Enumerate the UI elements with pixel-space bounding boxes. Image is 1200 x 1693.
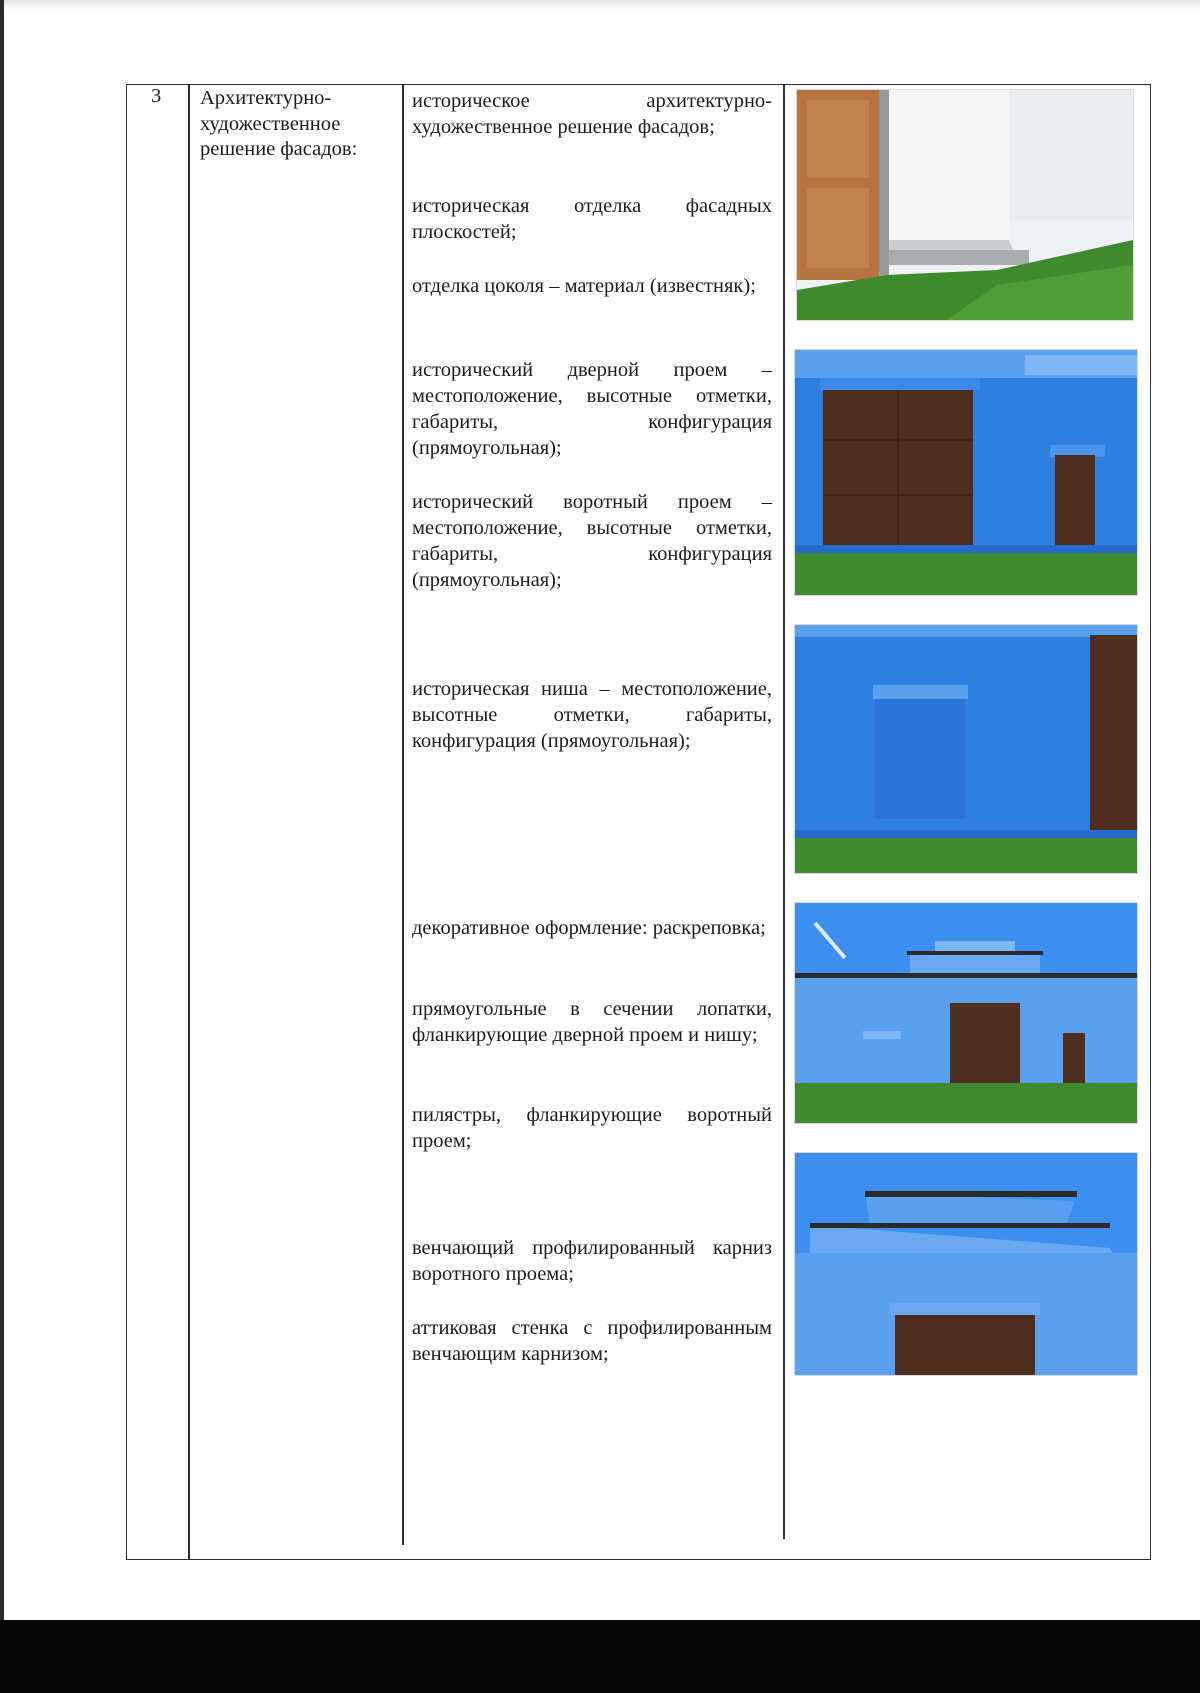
photo-niche-icon	[795, 625, 1137, 873]
list-item: декоративное оформление: раскреповка;	[412, 917, 766, 939]
list-item: пилястры, фланкирующие воротный проем;	[412, 1104, 772, 1152]
photo-gate-facade-icon	[795, 903, 1137, 1123]
photo-gate-facade	[795, 903, 1137, 1123]
section-title: Архитектурно-художественное решение фасадов:	[200, 87, 358, 160]
list-item: венчающий профилированный карниз воротного проема;	[412, 1237, 772, 1285]
scan-top-shade	[0, 0, 1200, 10]
column-divider-2	[402, 84, 404, 1545]
list-item: историческая ниша – местоположение, высотные отметки, габариты, конфигурация (прямоугольная);	[412, 678, 772, 752]
photo-wall-plinth-icon	[797, 90, 1133, 320]
list-item: исторический воротный проем – местоположение, высотные отметки, габариты, конфигурация (прямоугольная);	[412, 491, 772, 591]
scan-bottom-band	[0, 1620, 1200, 1693]
list-item: аттиковая стенка с профилированным венчающим карнизом;	[412, 1317, 772, 1365]
list-item: историческая отделка фасадных плоскостей;	[412, 195, 772, 243]
column-divider-3	[783, 84, 785, 1539]
photo-attic-cornice	[795, 1153, 1137, 1375]
list-item: отделка цоколя – материал (известняк);	[412, 275, 756, 297]
column-divider-1	[188, 84, 190, 1559]
list-item: прямоугольные в сечении лопатки, фланкирующие дверной проем и нишу;	[412, 998, 772, 1046]
row-number: 3	[151, 85, 162, 107]
photo-door-opening-icon	[795, 350, 1137, 595]
photo-wall-plinth	[797, 90, 1133, 320]
scan-left-edge	[0, 0, 4, 1620]
photo-attic-cornice-icon	[795, 1153, 1137, 1375]
list-item: историческое архитектурно-художественное решение фасадов;	[412, 90, 772, 138]
list-item: исторический дверной проем – местоположение, высотные отметки, габариты, конфигурация (прямоугольная);	[412, 359, 772, 459]
photo-door-opening	[795, 350, 1137, 595]
photo-niche	[795, 625, 1137, 873]
